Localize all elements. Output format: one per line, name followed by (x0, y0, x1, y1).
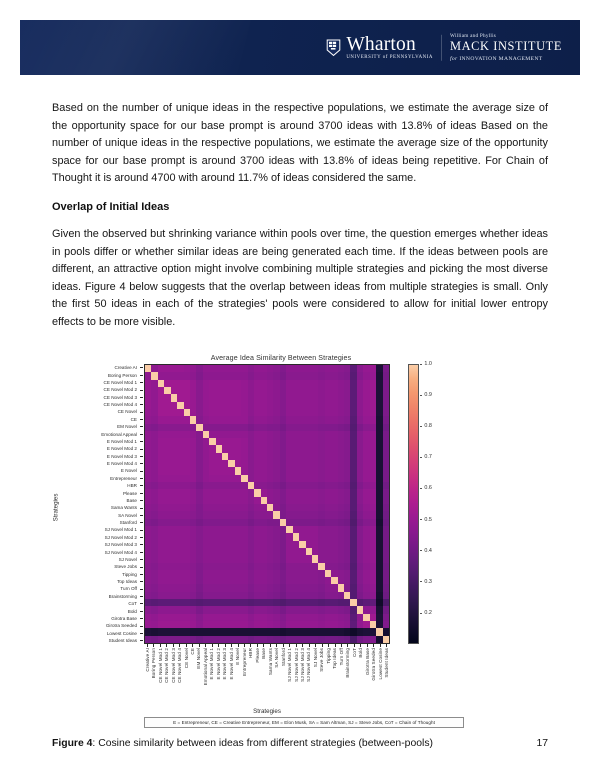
colorbar-tick-value: 0.6 (424, 485, 432, 492)
colorbar-tick (420, 423, 432, 429)
x-axis-tick-label: Turn Off (338, 648, 344, 666)
colorbar-tick-mark (420, 457, 422, 458)
x-axis-tick-label: Brainstorming (345, 648, 351, 678)
colorbar-tick-mark (420, 519, 422, 520)
heatmap-cell (383, 409, 389, 416)
x-axis-tick-label: Please (254, 648, 260, 663)
heatmap-cell (383, 563, 389, 570)
y-axis-tick-label: Entrepreneur (110, 475, 137, 481)
paragraph-overlap-discussion: Given the observed but shrinking variance within pools over time, the question emerges whether ideas in pools differ or whether similar ideas are being generated each time. If the ideas between pools are different, an attractive option might involve combining multiple strategies and picking the most diverse ideas. Figure 4 below suggests that the overlap between ideas from multiple strategies is small. Only the first 50 ideas in each of the strategies' pools were considered to allow for initial lower entropy effects to be more visible. (52, 227, 548, 328)
colorbar-tick (420, 361, 432, 367)
colorbar-tick (420, 485, 432, 491)
colorbar-tick (420, 548, 432, 554)
mack-tagline (450, 55, 562, 61)
heatmap-cell (383, 533, 389, 540)
y-axis-tick-label: Girotra Seeded (105, 623, 137, 629)
x-axis-tick-label: CE Novel (183, 648, 189, 669)
y-axis-tick-label: Turn Off (120, 586, 137, 592)
x-axis-tick-label: CE (190, 648, 196, 655)
section-heading-overlap-of-initial-ideas: Overlap of Initial Ideas (52, 200, 170, 213)
x-axis-tick-label: CE Novel Mod 3 (170, 648, 176, 683)
x-axis-tick-label: E Novel Mod 2 (215, 648, 221, 680)
y-axis-tick-label: SA Novel (118, 512, 137, 518)
x-axis-tick-label: Lowest Cosine (377, 648, 383, 680)
heatmap-cell (383, 394, 389, 401)
heatmap-cell (383, 445, 389, 452)
mack-tagline-text: INNOVATION MANAGEMENT (459, 55, 543, 62)
y-axis-tick-label: SJ Novel (118, 556, 137, 562)
page-header-banner (20, 20, 580, 75)
institution-logo-group (326, 33, 562, 61)
y-axis-tick-label: CE Novel Mod 4 (103, 402, 137, 408)
colorbar-tick-mark (420, 550, 422, 551)
heatmap-cell (383, 504, 389, 511)
heatmap-cell (383, 555, 389, 562)
y-axis-tick-label: SJ Novel Mod 2 (104, 534, 137, 540)
x-axis-tick-label: Sama Wants (267, 648, 273, 676)
x-axis-tick-label: SJ Novel Mod 3 (299, 648, 305, 682)
heatmap-cell (383, 606, 389, 613)
x-axis-tick-label: Girotra Base (364, 648, 370, 675)
heatmap-cell (383, 511, 389, 518)
y-axis-tick-label: CE Novel (117, 409, 137, 415)
heatmap-cell (383, 636, 389, 643)
x-axis-tick-labels (144, 648, 390, 706)
x-axis-tick-label: Emotional Appeal (202, 648, 208, 686)
y-axis-tick-label: E Novel Mod 4 (106, 461, 137, 467)
heatmap-cell (383, 592, 389, 599)
heatmap-cell (383, 519, 389, 526)
wharton-name: Wharton (346, 33, 416, 55)
heatmap-cell (383, 489, 389, 496)
colorbar-gradient (409, 365, 418, 643)
y-axis-tick-label: Bold (127, 608, 137, 614)
heatmap-cell (383, 431, 389, 438)
penn-shield-icon (326, 38, 341, 56)
x-axis-tick-label: Tipping (325, 648, 331, 664)
y-axis-title: Strategies (52, 493, 60, 522)
x-axis-tick-label: Entrepreneur (241, 648, 247, 677)
figure-caption-body: : Cosine similarity between ideas from different strategies (between-pools) (92, 738, 433, 749)
x-axis-tick-label: CE Novel Mod 2 (164, 648, 170, 683)
x-axis-tick-label: E Novel Mod 1 (209, 648, 215, 680)
mack-institute-logo (450, 33, 562, 61)
heatmap-cell (383, 475, 389, 482)
colorbar-tick-value: 0.5 (424, 516, 432, 523)
y-axis-tick-label: CE Novel Mod 2 (103, 387, 137, 393)
document-content (52, 100, 548, 345)
heatmap-cell (383, 541, 389, 548)
y-axis-tick-label: Top Ideas (117, 579, 137, 585)
y-axis-tick-label: Girotra Base (111, 615, 137, 621)
page-number: 17 (536, 738, 548, 749)
x-axis-tick-label: Boring Person (151, 648, 157, 679)
colorbar-tick-value: 0.3 (424, 578, 432, 585)
heatmap-cell-grid (145, 365, 389, 643)
x-axis-tick-label: Top Ideas (332, 648, 338, 669)
header-sheen-decoration (20, 20, 256, 75)
wharton-logo (326, 34, 433, 60)
colorbar-tick-mark (420, 613, 422, 614)
y-axis-tick-label: Sama Wants (110, 505, 137, 511)
x-axis-tick-label: Creative AI (144, 648, 150, 672)
heatmap-cell (383, 482, 389, 489)
heatmap-cell (383, 570, 389, 577)
heatmap-cell (383, 467, 389, 474)
colorbar-tick (420, 454, 432, 460)
colorbar-tick-value: 0.7 (424, 454, 432, 461)
x-axis-tick-label: E Novel Mod 4 (228, 648, 234, 680)
figure-caption-label: Figure 4 (52, 738, 93, 749)
y-axis-tick-label: Stanford (119, 520, 137, 526)
x-axis-tick-label: SA Novel (274, 648, 280, 668)
abbreviation-legend-box: E = Entrepreneur, CE = Creative Entrepreneur, EM = Elon Musk, SA = Sam Altman, SJ = Steve Jobs, CoT = Chain of Thought (144, 717, 464, 728)
mack-institute-name: MACK INSTITUTE (450, 39, 562, 54)
colorbar-tick-value: 0.4 (424, 547, 432, 554)
y-axis-tick-label: E Novel Mod 1 (106, 438, 137, 444)
colorbar-tick (420, 610, 432, 616)
x-axis-tick-label: CE Novel Mod 4 (177, 648, 183, 683)
y-axis-tick-label: Student Ideas (108, 638, 137, 644)
heatmap-cell (383, 365, 389, 372)
colorbar-tick-value: 1.0 (424, 361, 432, 367)
heatmap-cell (383, 416, 389, 423)
y-axis-tick-label: Emotional Appeal (101, 431, 137, 437)
chart-title: Average Idea Similarity Between Strategies (210, 354, 352, 362)
y-axis-tick-label: E Novel Mod 3 (106, 453, 137, 459)
colorbar-tick (420, 517, 432, 523)
y-axis-tick-label: Tipping (122, 571, 137, 577)
x-axis-tick-label: Stanford (280, 648, 286, 667)
y-axis-tick-label: Steve Jobs (114, 564, 137, 570)
x-axis-title: Strategies (253, 708, 281, 715)
y-axis-tick-label: CoT (128, 601, 137, 607)
figure-caption-row (52, 738, 548, 749)
colorbar-tick (420, 392, 432, 398)
colorbar-tick-value: 0.8 (424, 423, 432, 430)
heatmap-matrix (144, 364, 390, 644)
colorbar-tick-value: 0.9 (424, 392, 432, 399)
y-axis-tick-label: SJ Novel Mod 3 (104, 542, 137, 548)
y-axis-tick-label: Creative AI (114, 365, 137, 371)
y-axis-tick-label: CE Novel Mod 3 (103, 394, 137, 400)
heatmap-cell (383, 548, 389, 555)
colorbar-tick-mark (420, 395, 422, 396)
x-axis-tick-label: Base (261, 648, 267, 659)
x-axis-tick-label: Bold (358, 648, 364, 658)
x-axis-tick-label: SJ Novel Mod 1 (287, 648, 293, 682)
heatmap-cell (383, 380, 389, 387)
wharton-wordmark (346, 34, 433, 60)
heatmap-cell (383, 628, 389, 635)
heatmap-cell (383, 526, 389, 533)
mack-tagline-for: for (450, 55, 458, 62)
paragraph-opportunity-space: Based on the number of unique ideas in the respective populations, we estimate the average size of the opportunity space for our base prompt is around 3700 ideas with 13.8% of ideas Based on the number of unique ideas in the respective populations, we estimate the average size of the opportunity space for our base prompt is around 3700 ideas with 13.8% of ideas being repetitive. For Chain of Thought it is around 4700 with around 11.7% of ideas considered the same. (52, 102, 548, 185)
x-axis-tick-label: Student Ideas (384, 648, 390, 678)
colorbar-tick-labels (420, 361, 460, 644)
y-axis-tick-label: SJ Novel Mod 4 (104, 549, 137, 555)
x-axis-tick-label: EM Novel (196, 648, 202, 669)
heatmap-cell (383, 599, 389, 606)
colorbar (408, 364, 419, 644)
y-axis-tick-label: EM Novel (117, 424, 137, 430)
colorbar-tick-mark (420, 364, 422, 365)
x-axis-tick-label: CoT (351, 648, 357, 657)
colorbar-tick-mark (420, 581, 422, 582)
wharton-university-line: UNIVERSITY of PENNSYLVANIA (346, 54, 433, 60)
x-axis-tick-label: Girotra Seeded (371, 648, 377, 681)
y-axis-tick-label: Brainstorming (108, 593, 137, 599)
heatmap-cell (383, 387, 389, 394)
y-axis-tick-label: SJ Novel Mod 1 (104, 527, 137, 533)
x-axis-tick-label: SJ Novel Mod 2 (293, 648, 299, 682)
y-axis-tick-label: Base (126, 497, 137, 503)
x-axis-tick-label: Steve Jobs (319, 648, 325, 672)
y-axis-tick-label: CE Novel Mod 1 (103, 379, 137, 385)
colorbar-tick-value: 0.2 (424, 609, 432, 616)
heatmap-cell (383, 497, 389, 504)
y-axis-tick-label: CE (130, 416, 137, 422)
x-axis-tick-label: SJ Novel (312, 648, 318, 668)
y-axis-tick-label: E Novel Mod 2 (106, 446, 137, 452)
y-axis-tick-labels (52, 364, 140, 644)
x-axis-tick-label: E Novel Mod 3 (222, 648, 228, 680)
heatmap-cell (383, 402, 389, 409)
heatmap-cell (383, 438, 389, 445)
logo-divider (441, 34, 442, 60)
y-axis-tick-label: Please (122, 490, 137, 496)
heatmap-cell (383, 584, 389, 591)
heatmap-plot (52, 352, 548, 730)
figure-caption (52, 738, 433, 749)
x-axis-tick-label: E Novel (235, 648, 241, 665)
heatmap-cell (383, 577, 389, 584)
colorbar-tick-mark (420, 488, 422, 489)
y-axis-tick-label: Boring Person (107, 372, 137, 378)
y-axis-tick-label: HBR (127, 483, 137, 489)
mack-donor-line: William and Phyllis (450, 32, 497, 39)
heatmap-cell (383, 614, 389, 621)
figure-4-block (52, 352, 548, 730)
x-axis-tick-label: SJ Novel Mod 4 (306, 648, 312, 682)
y-axis-tick-label: E Novel (120, 468, 137, 474)
heatmap-cell (383, 372, 389, 379)
y-axis-tick-label: Lowest Cosine (106, 630, 137, 636)
colorbar-tick-mark (420, 426, 422, 427)
colorbar-tick (420, 579, 432, 585)
heatmap-cell (383, 424, 389, 431)
x-axis-tick-label: CE Novel Mod 1 (157, 648, 163, 683)
x-axis-tick-label: HBR (248, 648, 254, 658)
heatmap-cell (383, 621, 389, 628)
heatmap-cell (383, 453, 389, 460)
heatmap-cell (383, 460, 389, 467)
